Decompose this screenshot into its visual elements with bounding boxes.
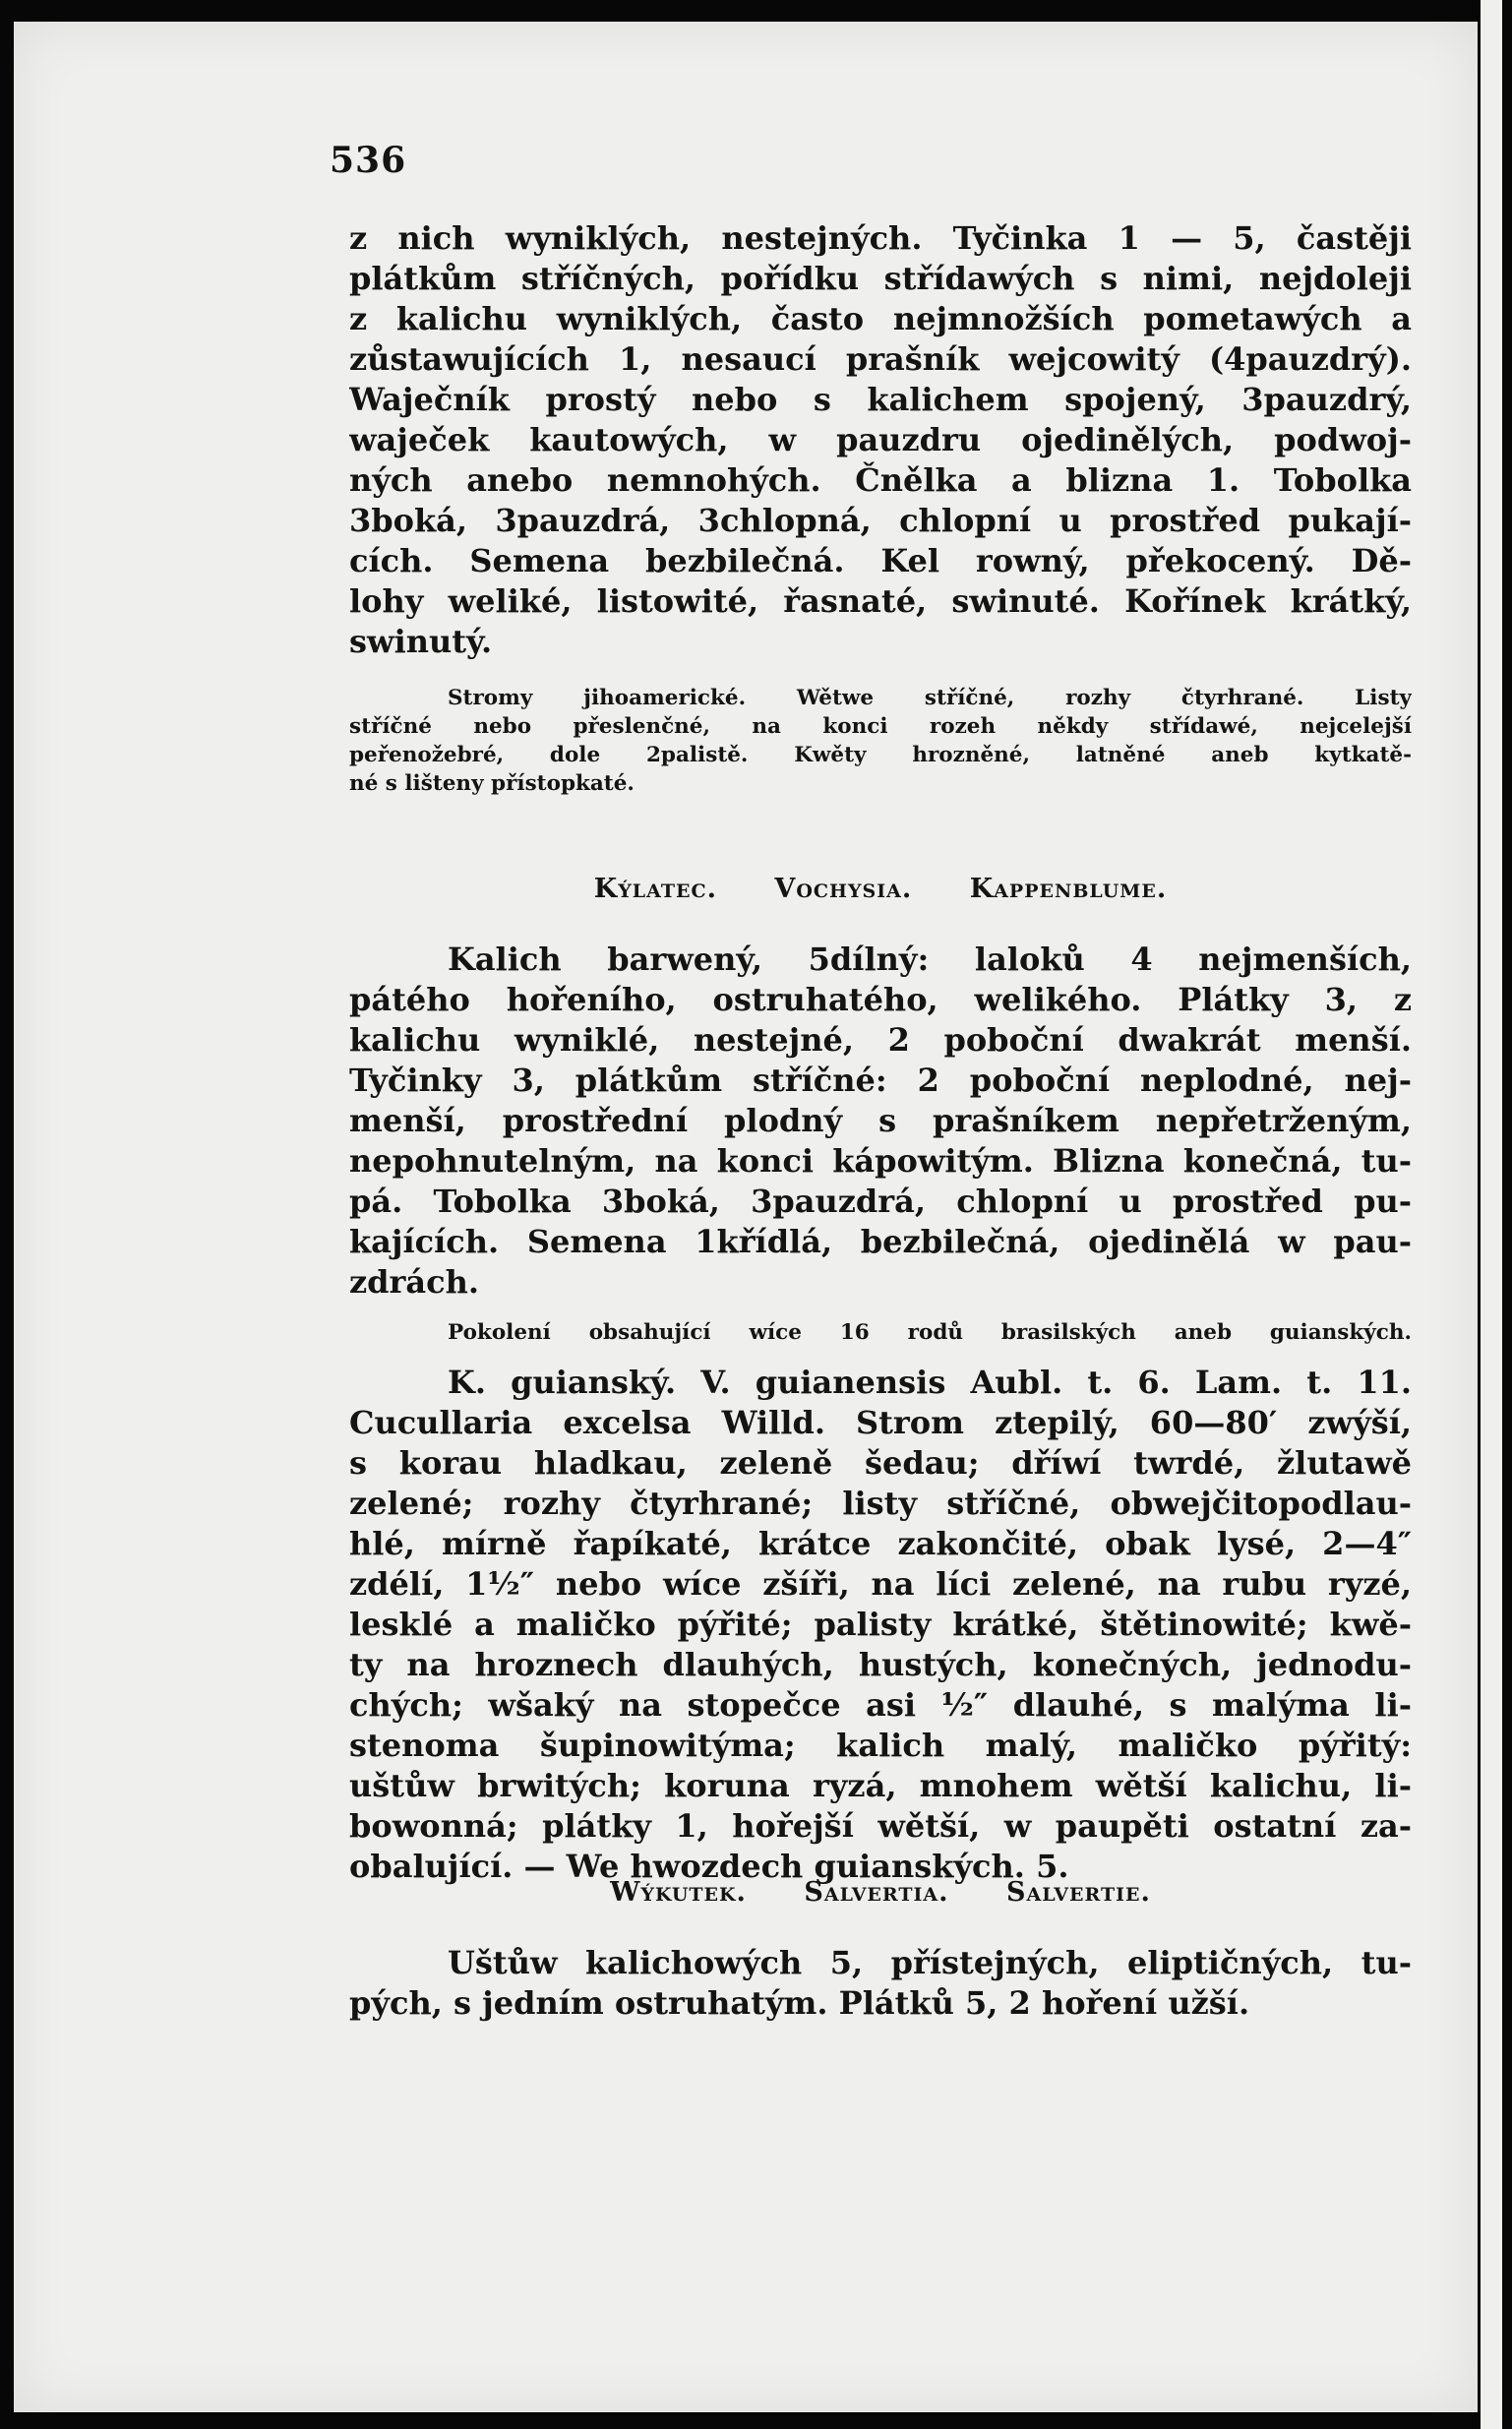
botanical-description-paragraph bbox=[349, 218, 1412, 662]
latin-genus-name: Salvertia. bbox=[804, 1877, 949, 1908]
text-line: pých, s jedním ostruhatým. Plátků 5, 2 hoření užší. bbox=[349, 1984, 1250, 2022]
text-line: hlé, mírně řapíkaté, krátce zakončité, obak lysé, 2—4″ bbox=[349, 1525, 1412, 1562]
paragraph-block-4 bbox=[349, 1943, 1412, 2024]
text-line: stenoma šupinowitýma; kalich malý, maličko pýřitý: bbox=[349, 1727, 1412, 1764]
small-print-block-2 bbox=[349, 1318, 1412, 1347]
genus-heading-salvertia bbox=[349, 1877, 1412, 1908]
text-line: z nich wyniklých, nestejných. Tyčinka 1 — 5, častěji bbox=[349, 219, 1412, 257]
text-line: menší, prostřední plodný s prašníkem nepřetrženým, bbox=[349, 1102, 1412, 1139]
text-line: nepohnutelným, na konci kápowitým. Blizna konečná, tu- bbox=[349, 1142, 1412, 1180]
note-line: Pokolení obsahující wíce 16 rodů brasilských aneb guianských. bbox=[448, 1320, 1412, 1345]
family-note bbox=[349, 684, 1412, 798]
text-line: kajících. Semena 1křídlá, bezbilečná, ojedinělá w pau- bbox=[349, 1223, 1412, 1260]
text-line: Waječník prostý nebo s kalichem spojený, 3pauzdrý, bbox=[349, 381, 1412, 418]
text-line: obalující. — We hwozdech guianských. 5. bbox=[349, 1848, 1069, 1885]
text-line: Tyčinky 3, plátkům stříčné: 2 poboční neplodné, nej- bbox=[349, 1062, 1412, 1099]
text-line: pátého hořeního, ostruhatého, welikého. Plátky 3, z bbox=[349, 981, 1412, 1018]
genus-note bbox=[349, 1318, 1412, 1347]
text-line: s korau hladkau, zeleně šedau; dříwí twrdé, žlutawě bbox=[349, 1444, 1412, 1482]
small-print-block-1 bbox=[349, 684, 1412, 798]
text-line: swinutý. bbox=[349, 623, 493, 660]
text-line: zůstawujících 1, nesaucí prašník wejcowitý (4pauzdrý). bbox=[349, 340, 1412, 378]
text-line: bowonná; plátky 1, hořejší wětší, w paupěti ostatní za- bbox=[349, 1807, 1412, 1845]
latin-genus-name: Vochysia. bbox=[774, 874, 913, 904]
text-line: stříčné nebo přeslenčné, na konci rozeh někdy střídawé, nejcelejší bbox=[349, 714, 1412, 739]
text-line: 3boká, 3pauzdrá, 3chlopná, chlopní u prostřed pukají- bbox=[349, 502, 1412, 539]
adjacent-page-edge bbox=[1481, 0, 1502, 2429]
text-line: zelené; rozhy čtyrhrané; listy stříčné, obwejčitopodlau- bbox=[349, 1485, 1412, 1522]
czech-genus-name: Kýlatec. bbox=[593, 874, 718, 904]
text-line: z kalichu wyniklých, často nejmnožších pometawých a bbox=[349, 300, 1412, 337]
text-line: Cucullaria excelsa Willd. Strom ztepilý, 60—80′ zwýší, bbox=[349, 1404, 1412, 1441]
text-line: ty na hroznech dlauhých, hustých, konečných, jednodu- bbox=[349, 1646, 1412, 1683]
german-genus-name: Salvertie. bbox=[1005, 1877, 1151, 1908]
text-line: plátkům stříčných, pořídku střídawých s nimi, nejdoleji bbox=[349, 260, 1412, 297]
species-description-paragraph bbox=[349, 1363, 1412, 1887]
paragraph-block-1 bbox=[349, 218, 1412, 662]
text-line: waječek kautowých, w pauzdru ojedinělých, podwoj- bbox=[349, 421, 1412, 458]
genus-heading-vochysia bbox=[349, 874, 1412, 904]
german-genus-name: Kappenblume. bbox=[969, 874, 1168, 904]
text-line: Uštůw kalichowých 5, přístejných, eliptičných, tu- bbox=[448, 1944, 1412, 1981]
text-line: zdélí, 1½″ nebo wíce zšíři, na líci zelené, na rubu ryzé, bbox=[349, 1565, 1412, 1603]
paragraph-block-2 bbox=[349, 940, 1412, 1303]
text-line: chých; wšaký na stopečce asi ½″ dlauhé, s malýma li- bbox=[349, 1686, 1412, 1724]
text-line: cích. Semena bezbilečná. Kel rowný, překocený. Dě- bbox=[349, 542, 1412, 579]
text-line: Kalich barwený, 5dílný: laloků 4 nejmenších, bbox=[448, 941, 1412, 978]
text-line: Stromy jihoamerické. Wětwe stříčné, rozhy čtyrhrané. Listy bbox=[448, 686, 1412, 710]
text-line: peřenožebré, dole 2palistě. Kwěty hrozněné, latněné aneb kytkatě- bbox=[349, 743, 1412, 767]
text-line: lesklé a maličko pýřité; palisty krátké, štětinowité; kwě- bbox=[349, 1606, 1412, 1643]
genus-description-paragraph bbox=[349, 940, 1412, 1303]
text-line: uštůw brwitých; koruna ryzá, mnohem wětší kalichu, li- bbox=[349, 1767, 1412, 1804]
czech-genus-name: Wýkutek. bbox=[610, 1877, 747, 1908]
text-line: lohy weliké, listowité, řasnaté, swinuté. Kořínek krátký, bbox=[349, 582, 1412, 620]
page-number: 536 bbox=[330, 140, 407, 181]
text-line: zdrách. bbox=[349, 1263, 480, 1301]
text-line: ných anebo nemnohých. Čnělka a blizna 1. Tobolka bbox=[349, 461, 1412, 499]
text-line: né s lišteny přístopkaté. bbox=[349, 771, 635, 796]
text-line: K. guianský. V. guianensis Aubl. t. 6. Lam. t. 11. bbox=[448, 1364, 1412, 1401]
text-line: pá. Tobolka 3boká, 3pauzdrá, chlopní u prostřed pu- bbox=[349, 1183, 1412, 1220]
paragraph-block-3 bbox=[349, 1363, 1412, 1887]
salvertia-description-paragraph bbox=[349, 1943, 1412, 2024]
text-line: kalichu wyniklé, nestejné, 2 poboční dwakrát menší. bbox=[349, 1021, 1412, 1059]
